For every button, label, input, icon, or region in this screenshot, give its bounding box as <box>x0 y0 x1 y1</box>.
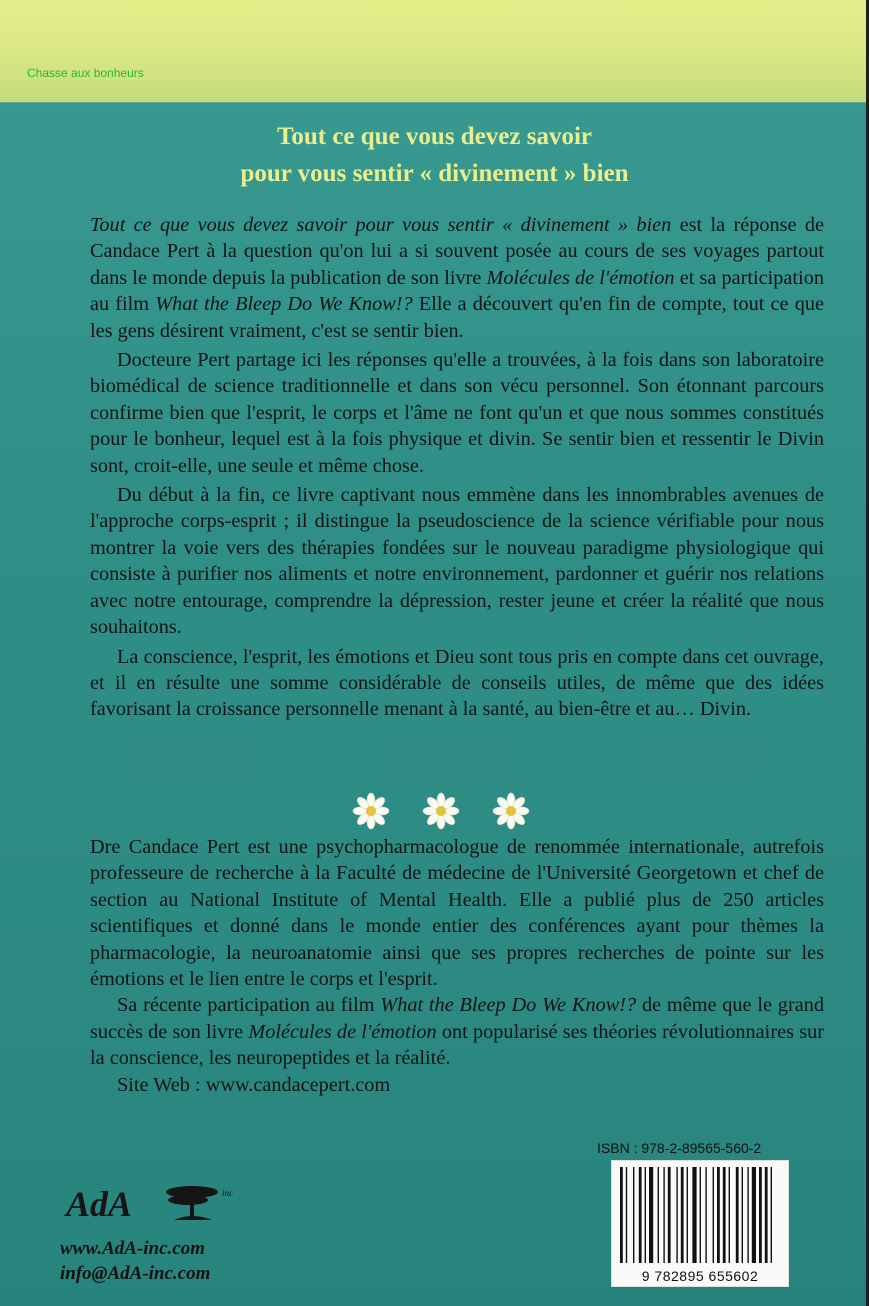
description-paragraph-3: Du début à la fin, ce livre captivant nous emmène dans les innombrables avenues de l'approche corps-esprit ; il distingue la pseudoscience de la science vérifiable pour nous montrer la voie vers des thérapies fondées sur le nouveau paradigme physiologique qui consiste à purifier nos aliments et notre environnement, pardonner et guérir nos relations avec notre entourage, comprendre la dépression, rester jeune et créer la réalité que nous souhaitons. <box>90 484 824 639</box>
barcode-bar <box>742 1167 743 1263</box>
daisy-icon <box>352 792 390 830</box>
bio-text: ont popularisé ses théories révolutionnaires sur la conscience, les neuropeptides et la réalité. <box>90 1020 824 1070</box>
barcode-bar <box>692 1167 696 1263</box>
logo-wordmark: AdA <box>66 1184 133 1224</box>
watermark-text: Chasse aux bonheurs <box>27 66 144 80</box>
barcode <box>611 1160 789 1287</box>
barcode-bar <box>717 1167 720 1263</box>
barcode-bar <box>765 1167 768 1263</box>
book-reference: Molécules de l'émotion <box>486 266 675 289</box>
film-reference: What the Bleep Do We Know!? <box>155 293 413 316</box>
barcode-bar <box>723 1167 726 1263</box>
barcode-bar <box>620 1167 623 1263</box>
daisy-icon <box>422 792 460 830</box>
description-paragraph-4: La conscience, l'esprit, les émotions et Dieu sont tous pris en compte dans cet ouvrage, et il en résulte une somme considérable de conseils utiles, de même que des idées favorisant la croissance personnelle menant à la santé, au bien-être et au… Divin. <box>90 645 824 721</box>
barcode-bar <box>729 1167 730 1263</box>
top-color-band <box>0 0 869 103</box>
author-website: Site Web : www.candacepert.com <box>117 1073 391 1096</box>
ada-logo-icon <box>62 1174 252 1234</box>
barcode-bar <box>668 1167 671 1263</box>
barcode-bar <box>681 1167 684 1263</box>
barcode-bar <box>752 1167 756 1263</box>
barcode-bar <box>736 1167 739 1263</box>
headline-line-2: pour vous sentir « divinement » bien <box>240 160 629 187</box>
barcode-bar <box>626 1167 627 1263</box>
description-paragraph-2: Docteure Pert partage ici les réponses qu'elle a trouvées, à la fois dans son laboratoire biomédical de science traditionnelle et dans son vécu personnel. Son étonnant parcours confirme bien que l'esprit, le corps et l'âme ne font qu'un et que nous sommes constitués pour le bonheur, lequel est à la fois physique et divin. Se sentir bien et ressentir le Divin sont, croit-elle, une seule et même chose. <box>90 349 824 477</box>
description-text: Elle a découvert qu'en fin de compte, tout ce que les gens désirent vraiment, c'est se sentir bien. <box>90 293 824 342</box>
publisher-contact <box>60 1236 210 1286</box>
headline-line-1: Tout ce que vous devez savoir <box>276 123 593 150</box>
description-text: et sa participation au film <box>90 266 824 316</box>
description-paragraph-1 <box>90 212 824 344</box>
publisher-email[interactable]: info@AdA-inc.com <box>60 1263 211 1284</box>
description-text: est la réponse de Candace Pert à la question qu'on lui a si souvent posée au cours de ses voyages partout dans le monde depuis la publication de son livre <box>90 214 824 289</box>
bio-paragraph-1: Dre Candace Pert est une psychopharmacologue de renommée internationale, autrefois professeure de recherche à la Faculté de médecine de l'Université Georgetown et chef de section au National Institute of Mental Health. Elle a publié plus de 250 articles scientifiques et donné dans le monde entier des conférences ayant pour thèmes la pharmacologie, la neuroanatomie ainsi que ses propres recherches de pointe sur les émotions et le lien entre le corps et l'esprit. <box>90 836 824 991</box>
logo-suffix: inc <box>222 1188 233 1198</box>
bio-text: de même que le grand succès de son livre <box>90 994 824 1043</box>
book-reference: Molécules de l'émotion <box>248 1020 437 1043</box>
film-reference: What the Bleep Do We Know!? <box>380 994 637 1017</box>
barcode-bar <box>713 1167 714 1263</box>
barcode-bar <box>645 1167 646 1263</box>
daisy-icon <box>492 792 530 830</box>
barcode-bar <box>676 1167 677 1263</box>
barcode-bar <box>649 1167 653 1263</box>
barcode-bar <box>663 1167 664 1263</box>
barcode-bar <box>747 1167 748 1263</box>
barcode-bar <box>705 1167 706 1263</box>
barcode-number: 9 782895 655602 <box>641 1268 759 1284</box>
author-bio <box>90 834 824 1098</box>
description <box>90 212 824 726</box>
headline <box>0 118 869 192</box>
barcode-bar <box>633 1167 634 1263</box>
isbn-label: ISBN : 978-2-89565-560-2 <box>597 1140 762 1156</box>
barcode-bar <box>658 1167 659 1263</box>
barcode-bar <box>759 1167 762 1263</box>
book-title-italic: Tout ce que vous devez savoir pour vous sentir « divinement » bien <box>90 214 672 236</box>
bio-paragraph-2 <box>90 992 824 1071</box>
barcode-bar <box>687 1167 688 1263</box>
publisher-logo <box>62 1174 252 1234</box>
flower-divider <box>352 792 532 832</box>
publisher-url[interactable]: www.AdA-inc.com <box>60 1238 205 1259</box>
bio-text: Sa récente participation au film <box>117 994 381 1017</box>
barcode-bar <box>700 1167 701 1263</box>
barcode-bar <box>771 1167 772 1263</box>
barcode-bar <box>639 1167 642 1263</box>
barcode-bars <box>612 1161 788 1266</box>
